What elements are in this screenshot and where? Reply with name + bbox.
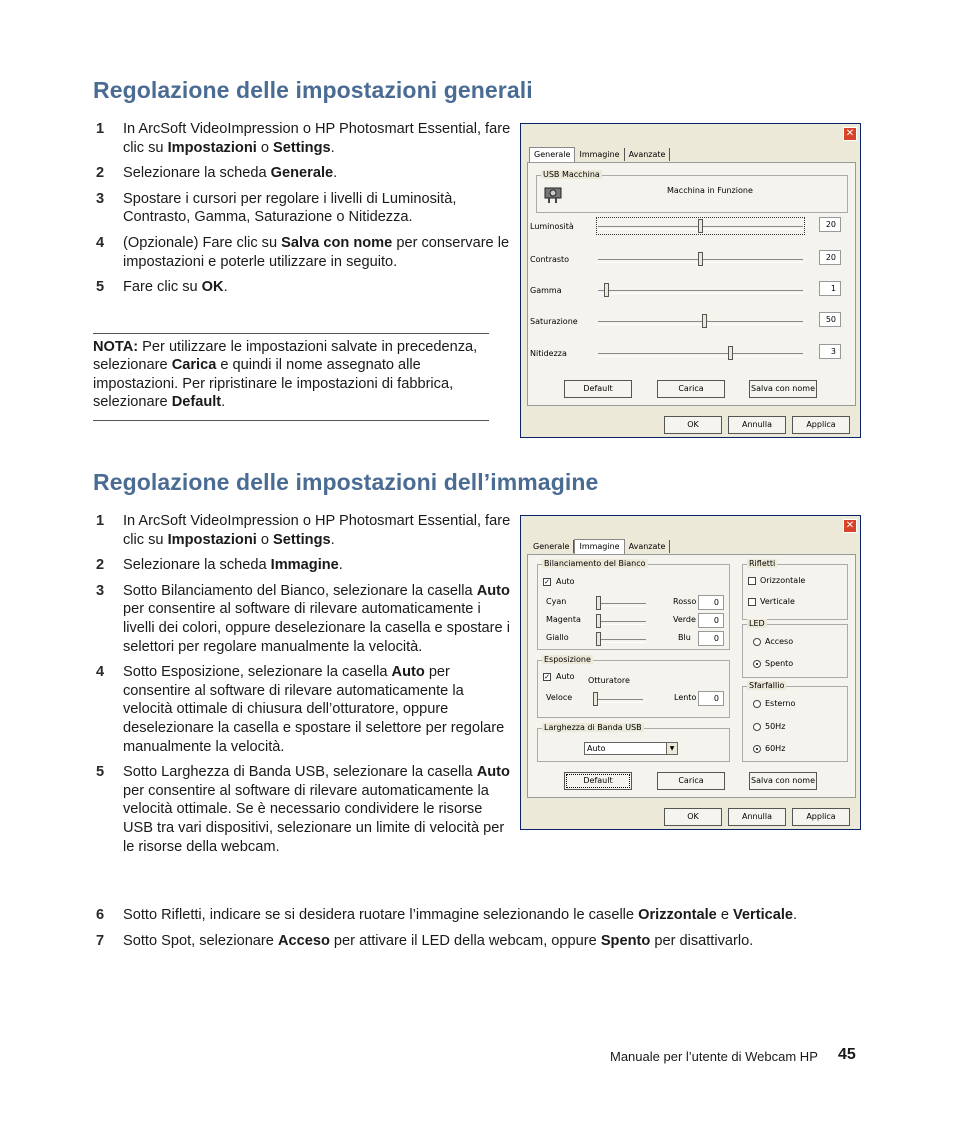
step-number: 6 (96, 907, 105, 923)
step-item (93, 278, 513, 297)
step-number: 3 (96, 190, 105, 207)
note-box (93, 333, 489, 421)
section-title-image: Regolazione delle impostazioni dell’immagine (93, 469, 599, 495)
exposure-auto-label: Auto (556, 672, 575, 681)
slider-thumb[interactable] (728, 346, 733, 360)
wb-auto-label: Auto (556, 577, 575, 586)
flicker-external-radio[interactable] (753, 700, 761, 708)
step-number: 2 (96, 165, 105, 182)
step-number: 5 (96, 764, 105, 781)
flip-horizontal-checkbox[interactable] (748, 577, 756, 585)
settings-dialog-general (520, 123, 861, 438)
step-item (93, 120, 513, 157)
step-text: In ArcSoft VideoImpression o HP Photosmart Essential, fare clic su Impostazioni o Settings. (123, 121, 511, 156)
steps-list-image (93, 512, 513, 863)
led-on-radio[interactable] (753, 638, 761, 646)
wb-giallo-label: Giallo (546, 633, 569, 642)
step-item (93, 932, 873, 951)
usb-bandwidth-legend: Larghezza di Banda USB (544, 723, 642, 732)
white-balance-legend: Bilanciamento del Bianco (544, 559, 646, 568)
flip-vertical-checkbox[interactable] (748, 598, 756, 606)
close-icon[interactable]: ✕ (843, 127, 857, 141)
led-on-label: Acceso (765, 637, 794, 646)
apply-button[interactable]: Applica (792, 416, 850, 434)
step-number: 2 (96, 557, 105, 574)
flicker-50hz-label: 50Hz (765, 722, 786, 731)
steps-list-image-continued (93, 906, 873, 957)
step-item (93, 234, 513, 271)
settings-dialog-image (520, 515, 861, 830)
step-number: 7 (96, 932, 105, 949)
usb-bandwidth-select[interactable] (584, 742, 678, 755)
flicker-legend: Sfarfallio (749, 681, 785, 690)
save-as-button[interactable]: Salva con nome (749, 772, 817, 790)
exposure-group (537, 655, 730, 718)
wb-rosso-value[interactable]: 0 (698, 595, 724, 610)
step-item (93, 582, 513, 656)
step-number: 3 (96, 582, 105, 599)
usb-bandwidth-group (537, 723, 730, 762)
slider-label: Luminosità (530, 222, 574, 231)
step-text: In ArcSoft VideoImpression o HP Photosmart Essential, fare clic su Impostazioni o Settings. (123, 513, 511, 548)
carica-button[interactable]: Carica (657, 772, 725, 790)
wb-cyan-label: Cyan (546, 597, 567, 606)
close-icon[interactable]: ✕ (843, 519, 857, 533)
tab-strip (529, 540, 670, 554)
save-as-button[interactable]: Salva con nome (749, 380, 817, 398)
slider-track (598, 353, 803, 357)
carica-button[interactable]: Carica (657, 380, 725, 398)
tab-immagine[interactable]: Immagine (574, 539, 624, 554)
wb-magenta-slider[interactable] (596, 614, 601, 628)
step-text: Sotto Larghezza di Banda USB, selezionare la casella Auto per consentire al software di rilevare automaticamente la velocità ottimale. Se è necessario condividere le risorse USB tra vari dispositivi, selezionare un limite di velocità per le risorse della webcam. (123, 764, 510, 855)
slider-label: Contrasto (530, 255, 570, 264)
slider-thumb[interactable] (702, 314, 707, 328)
tab-immagine[interactable]: Immagine (575, 148, 624, 161)
step-item (93, 512, 513, 549)
exposure-fast-label: Veloce (546, 693, 573, 702)
ok-button[interactable]: OK (664, 416, 722, 434)
step-item (93, 906, 873, 925)
step-text: (Opzionale) Fare clic su Salva con nome per conservare le impostazioni e poterle utilizzare in seguito. (123, 234, 510, 270)
note-text: NOTA: Per utilizzare le impostazioni salvate in precedenza, selezionare Carica e quindi il nome assegnato alle impostazioni. Per ripristinare le impostazioni di fabbrica, selezionare Default. (93, 339, 478, 411)
tab-avanzate[interactable]: Avanzate (625, 148, 671, 161)
wb-giallo-slider[interactable] (596, 632, 601, 646)
step-number: 4 (96, 234, 105, 251)
camera-status: Macchina in Funzione (667, 186, 753, 195)
flip-vertical-label: Verticale (760, 597, 795, 606)
cancel-button[interactable]: Annulla (728, 416, 786, 434)
led-off-radio[interactable] (753, 660, 761, 668)
tab-avanzate[interactable]: Avanzate (625, 540, 671, 553)
exposure-slow-label: Lento (674, 693, 697, 702)
tab-strip (529, 148, 670, 162)
usb-camera-legend: USB Macchina (543, 170, 600, 179)
wb-magenta-label: Magenta (546, 615, 581, 624)
slider-track (598, 321, 803, 325)
step-text: Selezionare la scheda Generale. (123, 165, 338, 182)
slider-label: Nitidezza (530, 349, 567, 358)
slider-label: Saturazione (530, 317, 578, 326)
flicker-group (742, 681, 848, 762)
led-legend: LED (749, 619, 765, 628)
footer-manual-title: Manuale per l’utente di Webcam HP (610, 1049, 818, 1064)
tab-panel (527, 162, 856, 406)
step-text: Sotto Spot, selezionare Acceso per attivare il LED della webcam, oppure Spento per disattivarlo. (123, 932, 754, 949)
step-item (93, 663, 513, 756)
tab-generale[interactable]: Generale (529, 147, 575, 162)
slider-value[interactable]: 20 (819, 250, 841, 265)
usb-camera-group (536, 170, 848, 213)
step-number: 5 (96, 279, 105, 296)
step-item (93, 763, 513, 856)
slider-value[interactable]: 1 (819, 281, 841, 296)
exposure-legend: Esposizione (544, 655, 591, 664)
chevron-down-icon[interactable]: ▼ (666, 743, 677, 754)
exposure-track (593, 699, 643, 703)
section-title-general: Regolazione delle impostazioni generali (93, 77, 533, 103)
tab-generale[interactable]: Generale (529, 540, 574, 553)
wb-rosso-label: Rosso (673, 597, 697, 606)
default-button[interactable]: Default (564, 772, 632, 790)
step-text: Fare clic su OK. (123, 279, 228, 296)
step-number: 4 (96, 664, 105, 681)
step-text: Sotto Bilanciamento del Bianco, selezionare la casella Auto per consentire al software di rilevare automaticamente i livelli dei colori, oppure deselezionare la casella e spostare i selettori per regolare manualmente la velocità. (123, 582, 510, 655)
step-text: Selezionare la scheda Immagine. (123, 557, 343, 574)
wb-cyan-track (596, 603, 646, 607)
slider-value[interactable]: 20 (819, 217, 841, 232)
step-item (93, 164, 513, 183)
usb-bandwidth-value: Auto (587, 744, 606, 753)
exposure-auto-checkbox[interactable]: ✓ (544, 673, 550, 681)
step-number: 1 (96, 513, 105, 529)
flicker-external-label: Esterno (765, 699, 796, 708)
slider-thumb[interactable] (698, 219, 703, 233)
exposure-value[interactable]: 0 (698, 691, 724, 706)
white-balance-group (537, 559, 730, 650)
slider-label: Gamma (530, 286, 562, 295)
led-group (742, 619, 848, 678)
cancel-button[interactable]: Annulla (728, 808, 786, 826)
flicker-60hz-radio[interactable] (753, 745, 761, 753)
apply-button[interactable]: Applica (792, 808, 850, 826)
step-item (93, 556, 513, 575)
wb-blu-label: Blu (678, 633, 691, 642)
slider-value[interactable]: 3 (819, 344, 841, 359)
flicker-60hz-label: 60Hz (765, 744, 786, 753)
wb-blu-value[interactable]: 0 (698, 631, 724, 646)
slider-value[interactable]: 50 (819, 312, 841, 327)
slider-thumb[interactable] (604, 283, 609, 297)
steps-list-general (93, 120, 513, 304)
flip-horizontal-label: Orizzontale (760, 576, 806, 585)
led-off-label: Spento (765, 659, 794, 668)
wb-verde-label: Verde (673, 615, 696, 624)
wb-giallo-track (596, 639, 646, 643)
wb-magenta-track (596, 621, 646, 625)
flicker-50hz-radio[interactable] (753, 723, 761, 731)
step-text: Spostare i cursori per regolare i livelli di Luminosità, Contrasto, Gamma, Saturazione o Nitidezza. (123, 190, 457, 226)
step-item (93, 190, 513, 227)
wb-cyan-slider[interactable] (596, 596, 601, 610)
flip-legend: Rifletti (749, 559, 776, 568)
shutter-label: Otturatore (588, 676, 630, 685)
wb-auto-checkbox[interactable]: ✓ (544, 578, 550, 586)
step-text: Sotto Rifletti, indicare se si desidera ruotare l’immagine selezionando le caselle Orizzontale e Verticale. (123, 907, 798, 923)
slider-thumb[interactable] (698, 252, 703, 266)
page-number: 45 (838, 1046, 856, 1063)
ok-button[interactable]: OK (664, 808, 722, 826)
exposure-slider[interactable] (593, 692, 598, 706)
step-number: 1 (96, 121, 105, 137)
default-button[interactable]: Default (564, 380, 632, 398)
flip-group (742, 559, 848, 620)
step-text: Sotto Esposizione, selezionare la casella Auto per consentire al software di rilevare automaticamente la velocità ottimale di chiusura dell’otturatore, oppure deselezionare la casella e spostare il selettore per regolare manualmente la velocità. (123, 664, 505, 755)
wb-verde-value[interactable]: 0 (698, 613, 724, 628)
camera-icon (543, 182, 565, 204)
slider-track (598, 290, 803, 294)
